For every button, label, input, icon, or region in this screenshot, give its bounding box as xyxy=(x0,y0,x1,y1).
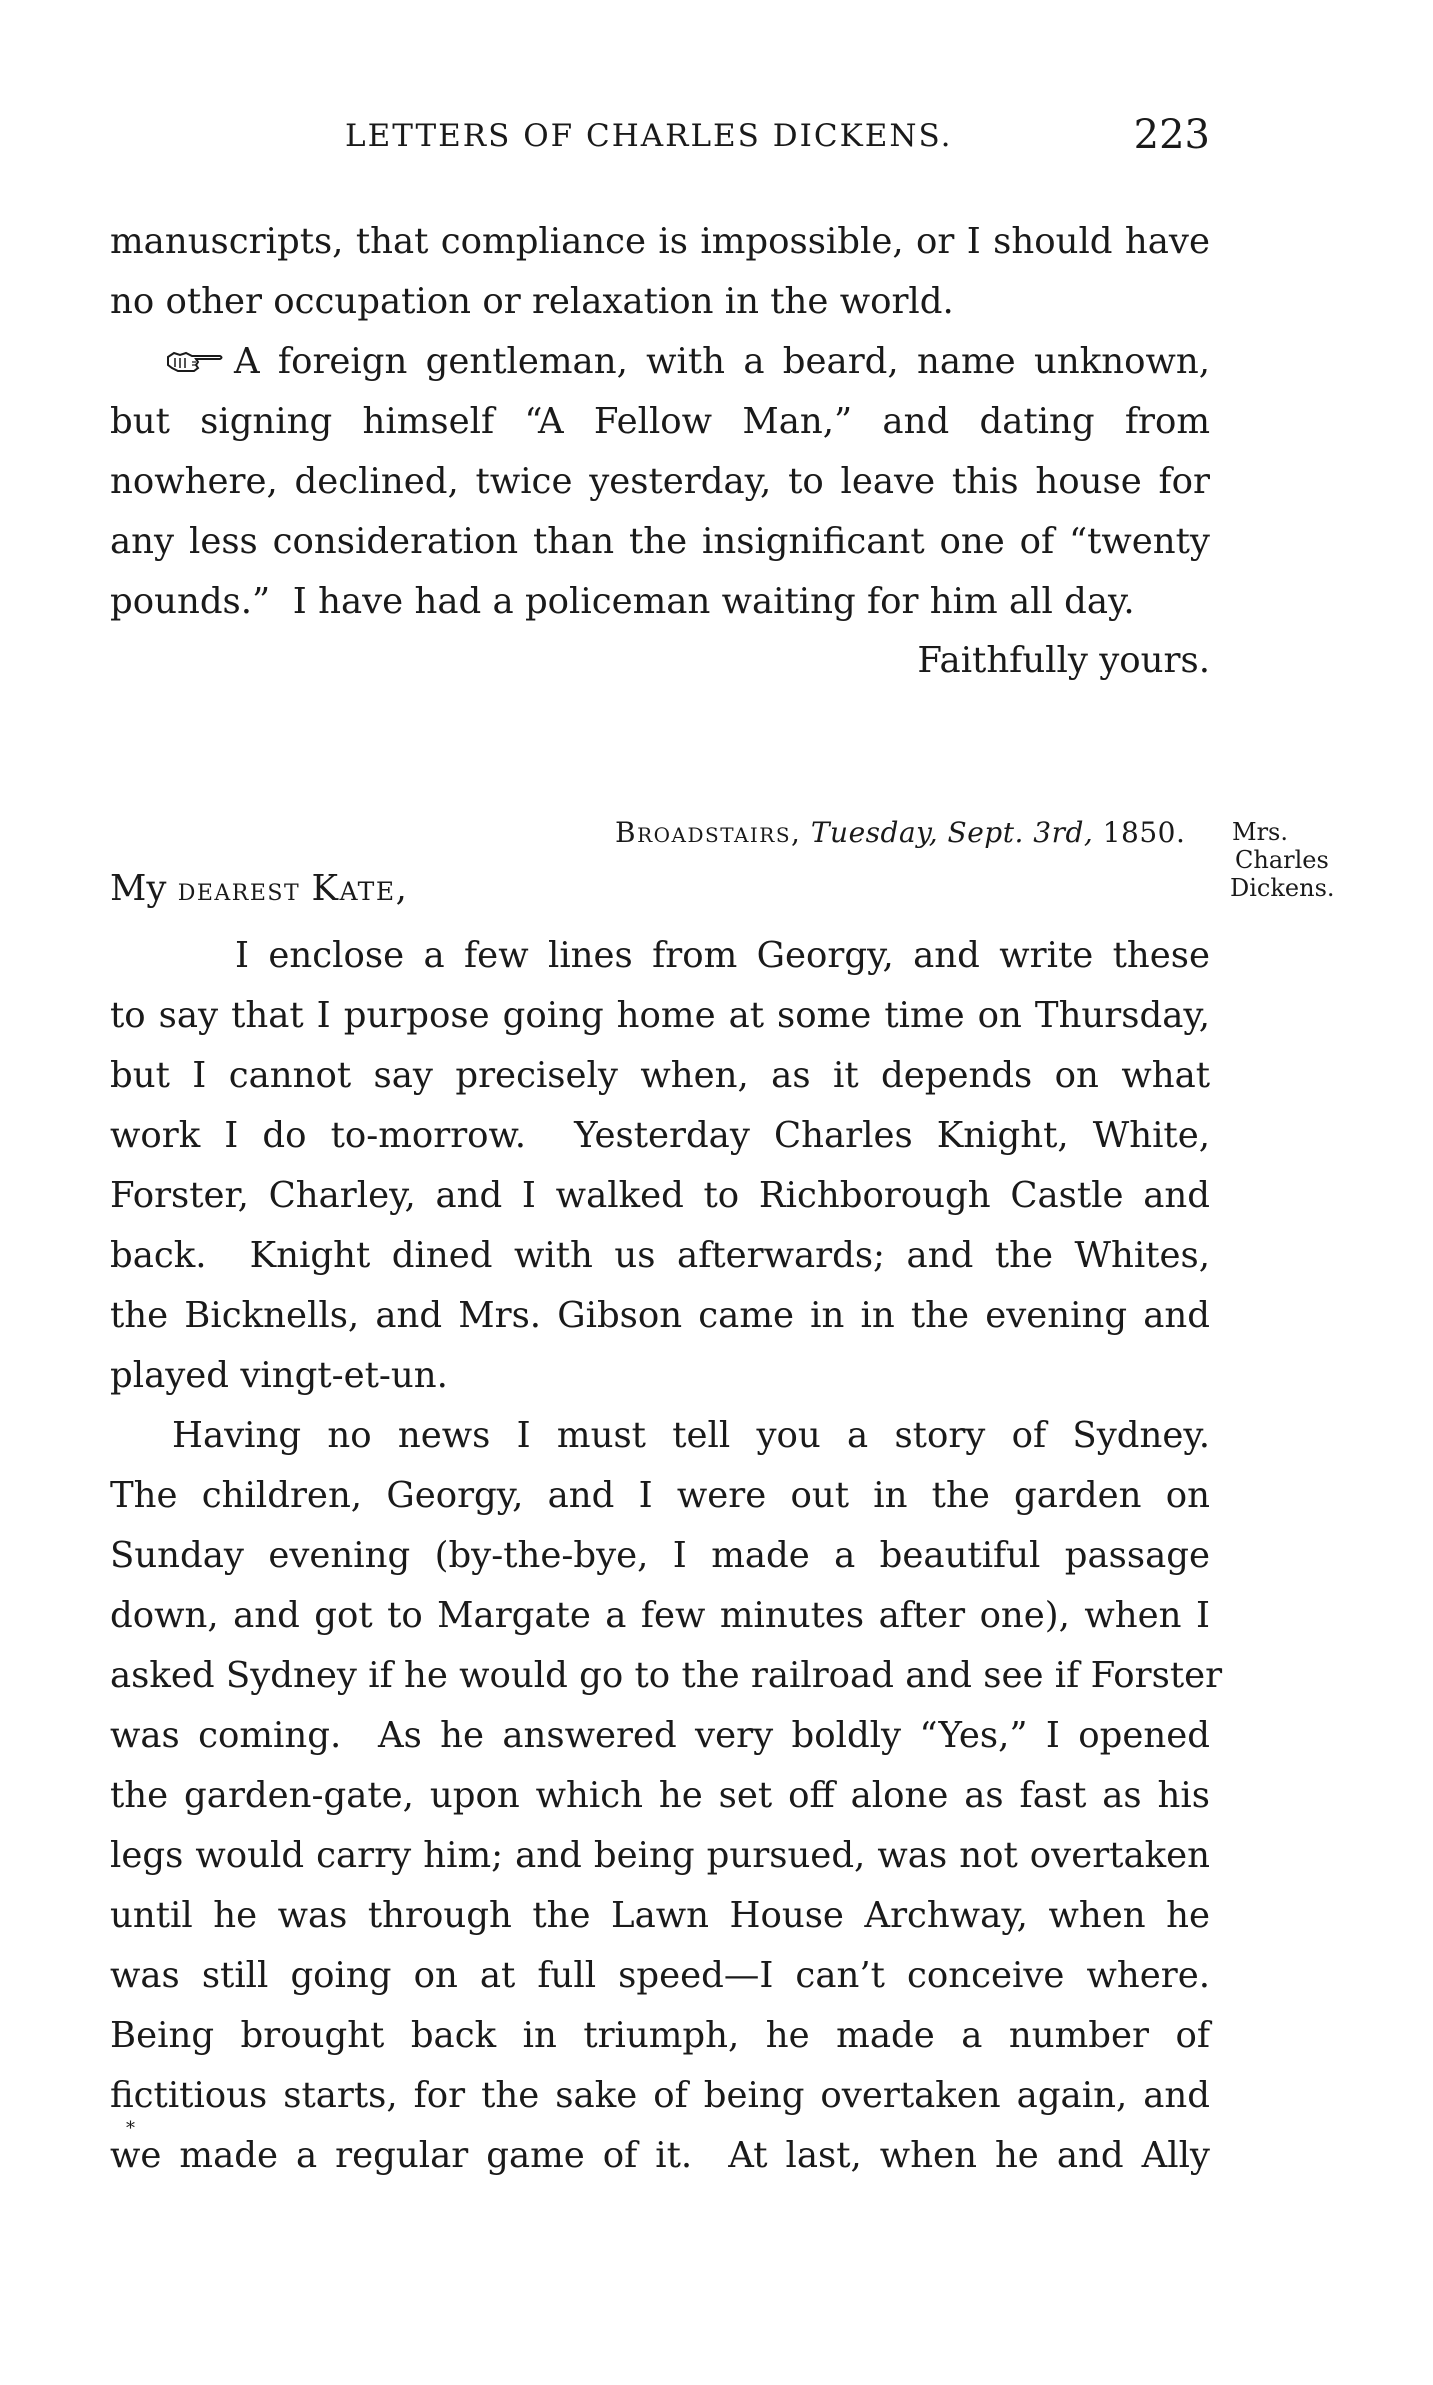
running-head xyxy=(110,112,1210,168)
text-line: was coming. As he answered very boldly “Yes,” I opened xyxy=(110,1715,1210,1756)
letter2-paragraph-1 xyxy=(110,926,1210,1406)
text-line: nowhere, declined, twice yesterday, to leave this house for xyxy=(110,461,1210,502)
text-line: was still going on at full speed—I can’t conceive where. xyxy=(110,1955,1210,1996)
text-line: we made a regular game of it. At last, when he and Ally xyxy=(110,2135,1210,2176)
text-line: A foreign gentleman, with a beard, name unknown, xyxy=(234,341,1210,382)
text-line: fictitious starts, for the sake of being overtaken again, and xyxy=(110,2075,1210,2116)
sidenote-line: Charles xyxy=(1235,846,1329,874)
page-number: 223 xyxy=(1133,112,1210,158)
text-line: but signing himself “A Fellow Man,” and dating from xyxy=(110,401,1210,442)
salutation xyxy=(110,868,408,909)
text-line: but I cannot say precisely when, as it depends on what xyxy=(110,1055,1210,1096)
signature-mark: * xyxy=(126,2118,135,2139)
dateline-day: Tuesday, xyxy=(810,816,939,849)
text-line: Forster, Charley, and I walked to Richborough Castle and xyxy=(110,1175,1210,1216)
text-line: down, and got to Margate a few minutes after one), when I xyxy=(110,1595,1210,1636)
text-line: back. Knight dined with us afterwards; and the Whites, xyxy=(110,1235,1210,1276)
postscript-first-line xyxy=(110,332,1210,392)
recipient-sidenote xyxy=(1232,818,1342,902)
letter1-body xyxy=(110,212,1210,332)
text-line: asked Sydney if he would go to the railroad and see if Forster xyxy=(110,1655,1223,1696)
sidenote-line: Dickens. xyxy=(1230,874,1335,902)
text-line: work I do to-morrow. Yesterday Charles Knight, White, xyxy=(110,1115,1210,1156)
salutation-name: Kate, xyxy=(311,868,409,909)
text-line: The children, Georgy, and I were out in the garden on xyxy=(110,1475,1210,1516)
text-line: Having no news I must tell you a story of Sydney. xyxy=(172,1415,1210,1456)
text-line: Being brought back in triumph, he made a number of xyxy=(110,2015,1210,2056)
sidenote-line: Mrs. xyxy=(1232,818,1288,846)
text-line: until he was through the Lawn House Archway, when he xyxy=(110,1895,1210,1936)
pointing-hand-icon xyxy=(166,347,224,377)
text-line: any less consideration than the insignificant one of “twenty xyxy=(110,521,1210,562)
text-line: no other occupation or relaxation in the world. xyxy=(110,281,954,322)
letter1-postscript xyxy=(110,332,1210,632)
text-line: played vingt-et-un. xyxy=(110,1355,448,1396)
salutation-my: My xyxy=(110,868,167,909)
dateline-date: Sept. 3rd, xyxy=(947,816,1094,849)
text-line: manuscripts, that compliance is impossible, or I should have xyxy=(110,221,1210,262)
text-line: legs would carry him; and being pursued, was not overtaken xyxy=(110,1835,1210,1876)
text-line: to say that I purpose going home at some time on Thursday, xyxy=(110,995,1210,1036)
letter2-paragraph-2 xyxy=(110,1406,1223,2186)
dateline-place: Broadstairs, xyxy=(615,816,802,849)
dateline-year: 1850. xyxy=(1102,816,1186,849)
text-line: the Bicknells, and Mrs. Gibson came in in the evening and xyxy=(110,1295,1210,1336)
dateline xyxy=(615,816,1185,849)
closing: Faithfully yours. xyxy=(917,640,1210,681)
text-line: I enclose a few lines from Georgy, and write these xyxy=(235,935,1210,976)
salutation-dearest: dearest xyxy=(177,872,301,908)
running-title: LETTERS OF CHARLES DICKENS. xyxy=(345,118,953,154)
text-line: Sunday evening (by-the-bye, I made a beautiful passage xyxy=(110,1535,1210,1576)
text-line: pounds.” I have had a policeman waiting for him all day. xyxy=(110,581,1135,622)
text-line: the garden-gate, upon which he set off alone as fast as his xyxy=(110,1775,1210,1816)
